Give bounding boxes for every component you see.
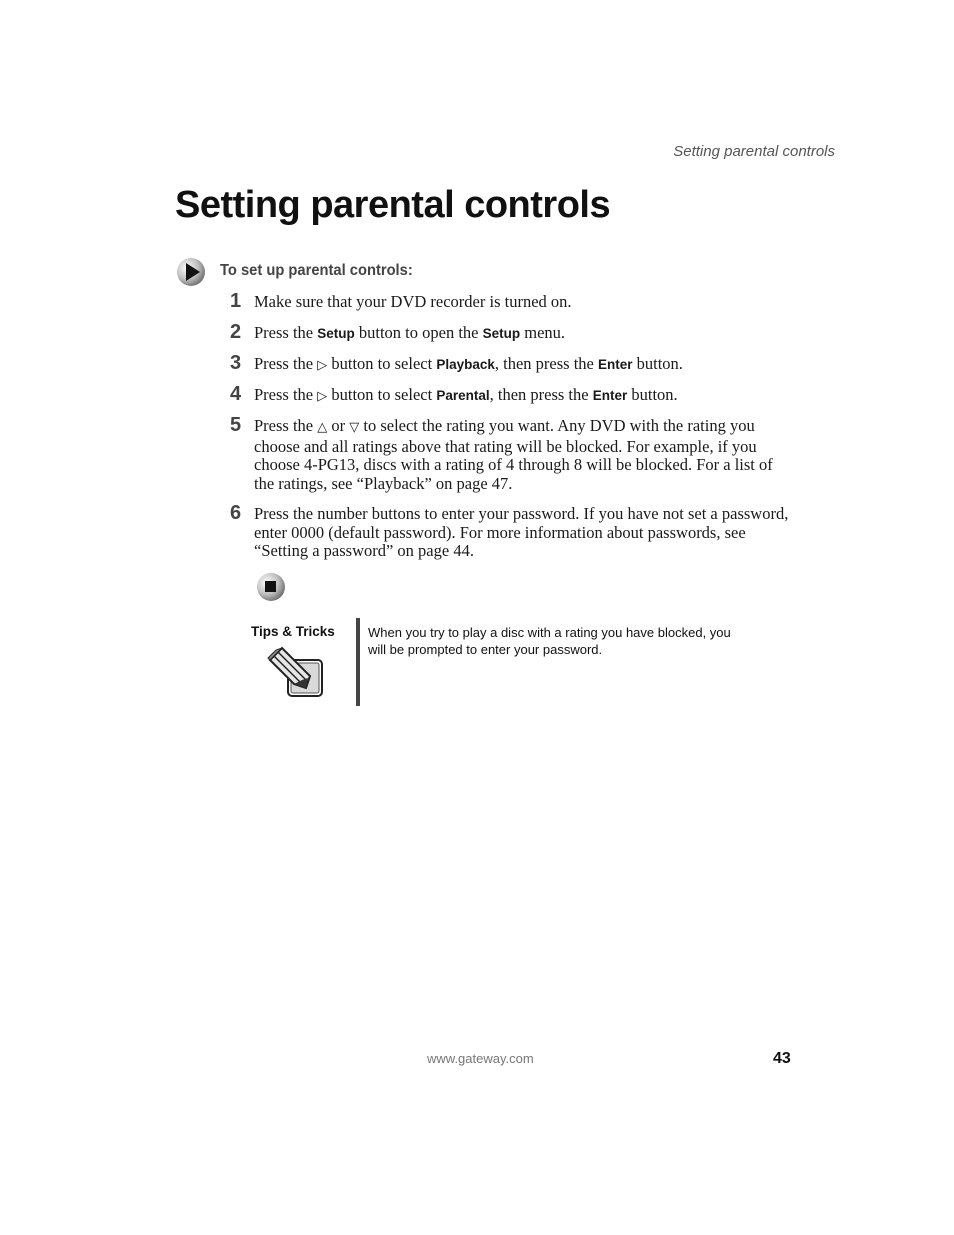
ui-term-playback: Playback <box>436 357 495 372</box>
step-text: Press the ▷ button to select Playback, then press the Enter button. <box>254 354 683 373</box>
step-number: 4 <box>230 383 242 405</box>
step-5 <box>230 414 790 494</box>
step-number: 5 <box>230 414 242 436</box>
step-1 <box>230 290 790 312</box>
up-arrow-icon: △ <box>317 420 328 435</box>
step-text: Press the Setup button to open the Setup menu. <box>254 323 566 342</box>
step-number: 2 <box>230 321 242 343</box>
tips-divider <box>356 618 360 706</box>
step-text: Press the number buttons to enter your password. If you have not set a password, enter 0000 (default password). For more information about passwords, see “Setting a password” on page 44. <box>254 504 789 561</box>
ui-term-parental: Parental <box>436 388 490 403</box>
ui-term-enter: Enter <box>592 388 628 403</box>
step-number: 6 <box>230 502 242 524</box>
step-number: 3 <box>230 352 242 374</box>
ui-term-enter: Enter <box>597 357 633 372</box>
ui-term-setup: Setup <box>317 326 355 341</box>
ui-term-setup: Setup <box>482 326 521 341</box>
step-4 <box>230 383 790 407</box>
step-text: Press the △ or ▽ to select the rating you want. Any DVD with the rating you choose and all ratings above that rating will be blocked. For example, if you choose 4-PG13, discs with a rating of 4 through 8 will be blocked. For a list of the ratings, see “Playback” on page 47. <box>254 416 773 494</box>
tips-pencil-icon <box>266 646 326 700</box>
procedure-heading: To set up parental controls: <box>220 262 413 279</box>
page-title: Setting parental controls <box>175 184 611 226</box>
right-arrow-icon: ▷ <box>317 389 328 404</box>
step-6 <box>230 502 790 561</box>
procedure-arrow-icon <box>176 257 206 287</box>
footer-url: www.gateway.com <box>427 1051 534 1066</box>
down-arrow-icon: ▽ <box>349 420 360 435</box>
tips-text: When you try to play a disc with a rating you have blocked, you will be prompted to enter your password. <box>368 625 731 657</box>
tips-label: Tips & Tricks <box>251 624 335 639</box>
step-text: Make sure that your DVD recorder is turned on. <box>254 292 572 311</box>
page-number: 43 <box>773 1050 791 1067</box>
step-3 <box>230 352 790 376</box>
step-text: Press the ▷ button to select Parental, then press the Enter button. <box>254 385 678 404</box>
right-arrow-icon: ▷ <box>317 358 328 373</box>
running-header: Setting parental controls <box>673 143 835 160</box>
stop-icon <box>256 572 286 602</box>
step-number: 1 <box>230 290 242 312</box>
step-2 <box>230 321 790 344</box>
